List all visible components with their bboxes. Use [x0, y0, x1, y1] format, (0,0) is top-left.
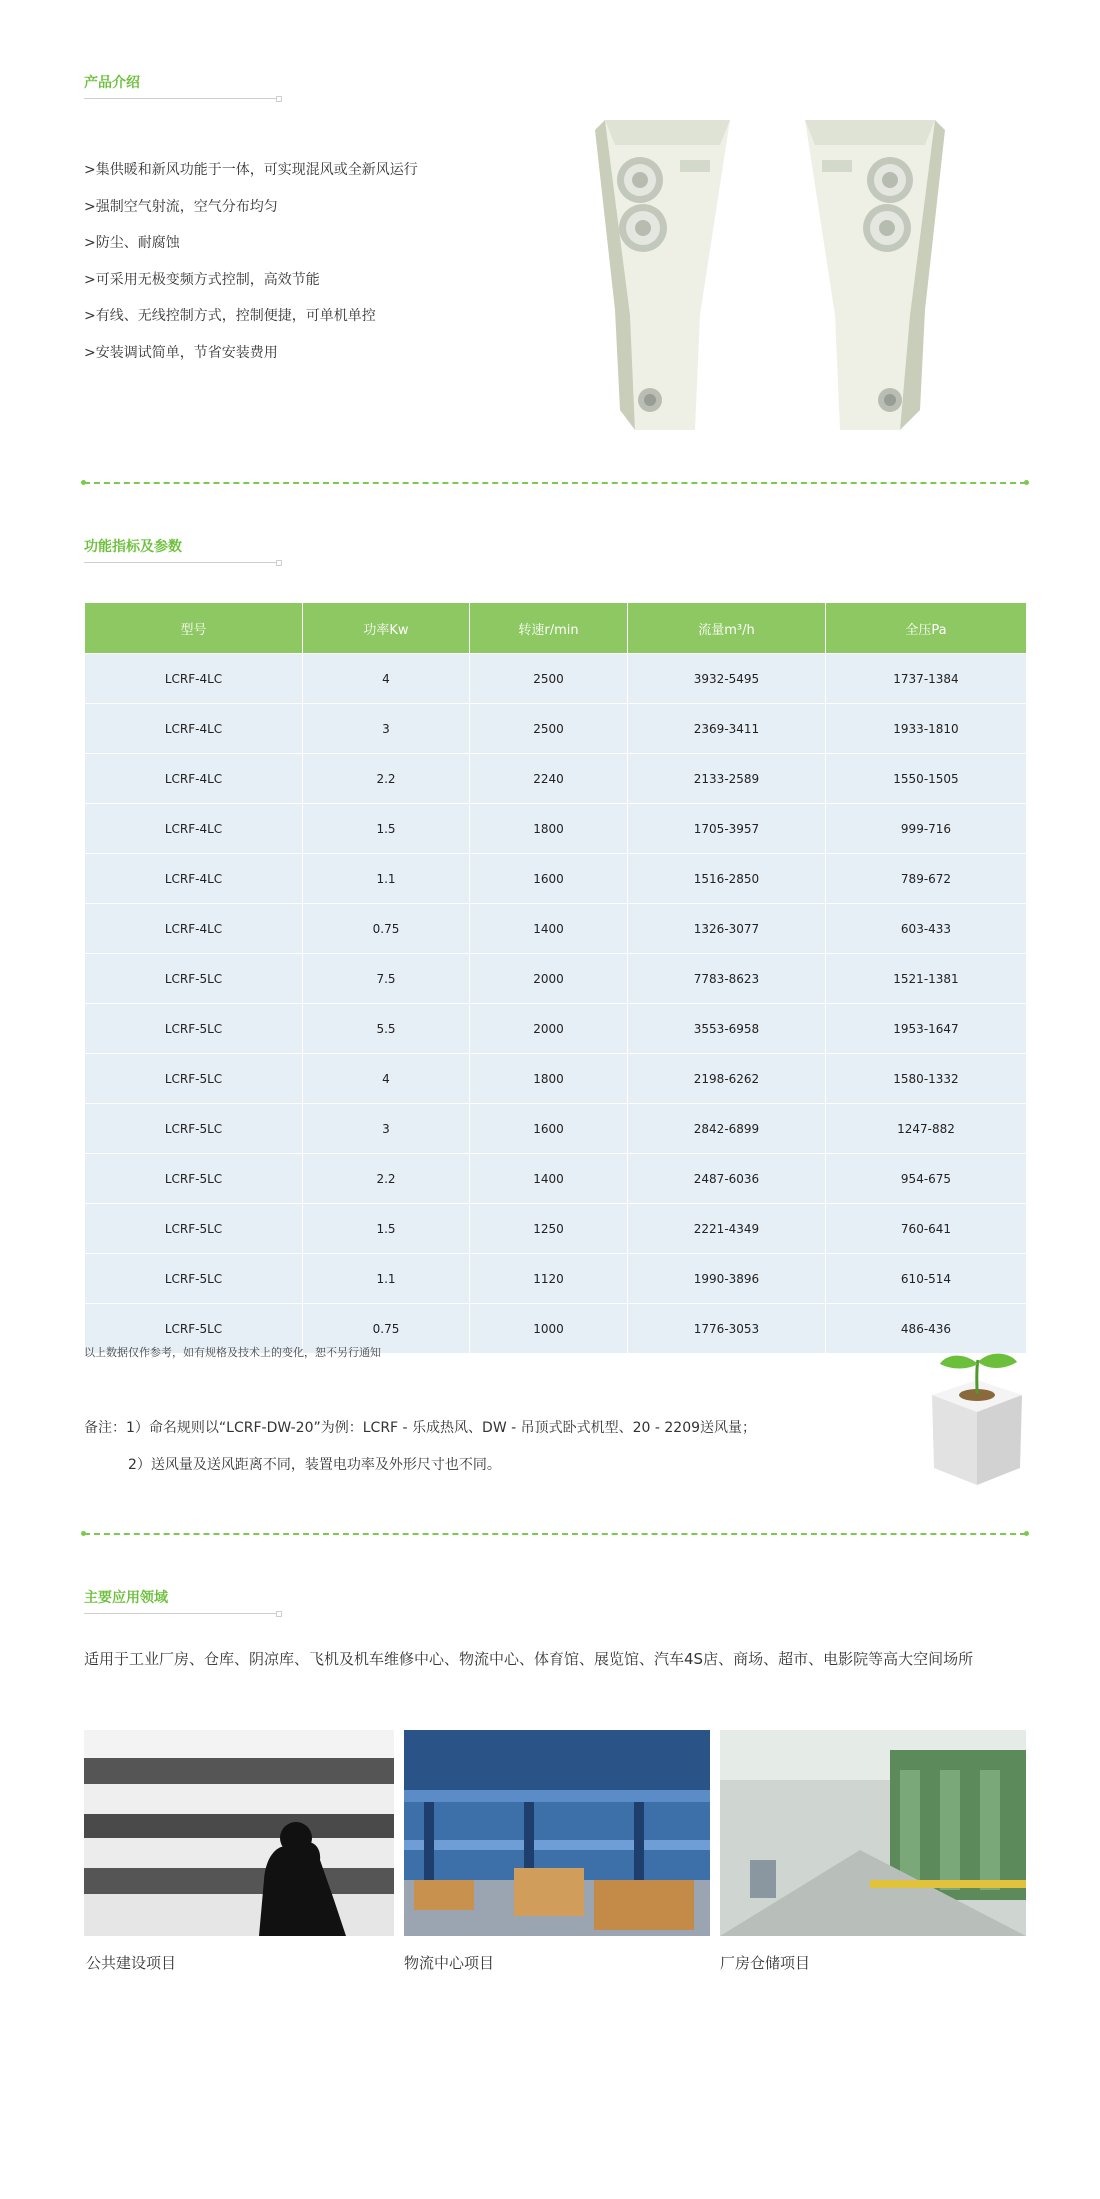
cell: 3 [303, 704, 470, 754]
applications-title-rule [84, 1613, 278, 1614]
cell: 1737-1384 [826, 654, 1027, 704]
sprout-cube-image [922, 1350, 1032, 1490]
cell: 2000 [470, 954, 628, 1004]
table-row [85, 804, 1027, 854]
cell: 999-716 [826, 804, 1027, 854]
project-photo-logistics [404, 1730, 710, 1936]
project-photo-public [84, 1730, 394, 1936]
museum-atrium-image [84, 1730, 394, 1936]
feature-item: >强制空气射流，空气分布均匀 [84, 198, 278, 215]
cell: 4 [303, 1054, 470, 1104]
project-photo-factory [720, 1730, 1026, 1936]
cell: 486-436 [826, 1304, 1027, 1354]
cell: LCRF-5LC [85, 1304, 303, 1354]
cell: 1800 [470, 804, 628, 854]
section-divider [84, 1533, 1026, 1535]
table-row [85, 1204, 1027, 1254]
cell: 0.75 [303, 904, 470, 954]
cell: 3932-5495 [628, 654, 826, 704]
cell: LCRF-4LC [85, 904, 303, 954]
feature-item: >安装调试简单，节省安装费用 [84, 344, 278, 361]
section-divider [84, 482, 1026, 484]
header-flow: 流量m³/h [628, 603, 826, 654]
cell: 2.2 [303, 1154, 470, 1204]
cell: 2240 [470, 754, 628, 804]
cell: LCRF-5LC [85, 954, 303, 1004]
cell: LCRF-5LC [85, 1004, 303, 1054]
unit-left [595, 120, 730, 430]
table-row [85, 1154, 1027, 1204]
cell: LCRF-4LC [85, 704, 303, 754]
cell: 603-433 [826, 904, 1027, 954]
intro-title-rule [84, 98, 278, 99]
cell: LCRF-5LC [85, 1204, 303, 1254]
feature-item: >集供暖和新风功能于一体，可实现混风或全新风运行 [84, 162, 418, 178]
cell: 1600 [470, 1104, 628, 1154]
cell: 1120 [470, 1254, 628, 1304]
cell: LCRF-5LC [85, 1154, 303, 1204]
table-row [85, 954, 1027, 1004]
cell: 2198-6262 [628, 1054, 826, 1104]
cell: 7783-8623 [628, 954, 826, 1004]
cell: 1550-1505 [826, 754, 1027, 804]
cell: 1.5 [303, 1204, 470, 1254]
cell: 3 [303, 1104, 470, 1154]
cell: 5.5 [303, 1004, 470, 1054]
cell: LCRF-4LC [85, 804, 303, 854]
warehouse-conveyor-image [404, 1730, 710, 1936]
cell: 1521-1381 [826, 954, 1027, 1004]
cell: 1250 [470, 1204, 628, 1254]
remark-line-1: 备注：1）命名规则以“LCRF-DW-20”为例：LCRF - 乐成热风、DW - 吊顶式卧式机型、20 - 2209送风量； [84, 1420, 757, 1436]
spec-table-header [85, 603, 1027, 654]
factory-hall-image [720, 1730, 1026, 1936]
intro-section-title: 产品介绍 [84, 75, 140, 91]
cell: 610-514 [826, 1254, 1027, 1304]
cell: 1800 [470, 1054, 628, 1104]
cell: 2133-2589 [628, 754, 826, 804]
cell: 1247-882 [826, 1104, 1027, 1154]
cell: 760-641 [826, 1204, 1027, 1254]
cell: 1400 [470, 1154, 628, 1204]
cell: 1.5 [303, 804, 470, 854]
table-row [85, 704, 1027, 754]
cell: LCRF-5LC [85, 1104, 303, 1154]
cell: 954-675 [826, 1154, 1027, 1204]
cell: 1580-1332 [826, 1054, 1027, 1104]
cell: LCRF-4LC [85, 754, 303, 804]
project-caption-logistics: 物流中心项目 [404, 1954, 495, 1972]
cell: 2369-3411 [628, 704, 826, 754]
product-image [590, 110, 950, 440]
cell: 1990-3896 [628, 1254, 826, 1304]
cell: LCRF-4LC [85, 854, 303, 904]
cell: 1326-3077 [628, 904, 826, 954]
sprout-cube-illustration [922, 1350, 1032, 1490]
applications-section-title: 主要应用领域 [84, 1590, 168, 1606]
cell: 2487-6036 [628, 1154, 826, 1204]
cell: 2221-4349 [628, 1204, 826, 1254]
cell: LCRF-5LC [85, 1054, 303, 1104]
cell: 1600 [470, 854, 628, 904]
air-heater-units-illustration [590, 110, 950, 440]
cell: 1000 [470, 1304, 628, 1354]
data-disclaimer: 以上数据仅作参考，如有规格及技术上的变化，恕不另行通知 [84, 1346, 381, 1359]
table-row [85, 904, 1027, 954]
table-row [85, 1254, 1027, 1304]
params-section-title: 功能指标及参数 [84, 539, 182, 555]
feature-list [84, 160, 418, 379]
cell: 1705-3957 [628, 804, 826, 854]
cell: 1516-2850 [628, 854, 826, 904]
cell: 4 [303, 654, 470, 704]
cell: 1400 [470, 904, 628, 954]
cell: 2500 [470, 704, 628, 754]
feature-item: >可采用无极变频方式控制，高效节能 [84, 271, 320, 288]
spec-table [84, 602, 1027, 1354]
header-speed: 转速r/min [470, 603, 628, 654]
cell: 3553-6958 [628, 1004, 826, 1054]
cell: 789-672 [826, 854, 1027, 904]
cell: 1933-1810 [826, 704, 1027, 754]
table-row [85, 1004, 1027, 1054]
applications-description: 适用于工业厂房、仓库、阴凉库、飞机及机车维修中心、物流中心、体育馆、展览馆、汽车4S店、商场、超市、电影院等高大空间场所 [84, 1650, 974, 1668]
cell: 2500 [470, 654, 628, 704]
table-row [85, 654, 1027, 704]
cell: 1953-1647 [826, 1004, 1027, 1054]
project-caption-factory: 厂房仓储项目 [720, 1954, 811, 1972]
cell: 2000 [470, 1004, 628, 1054]
cell: 1776-3053 [628, 1304, 826, 1354]
cell: 2842-6899 [628, 1104, 826, 1154]
remark-line-2: 2）送风量及送风距离不同，装置电功率及外形尺寸也不同。 [128, 1457, 501, 1473]
cell: 1.1 [303, 1254, 470, 1304]
header-pressure: 全压Pa [826, 603, 1027, 654]
table-row [85, 854, 1027, 904]
table-row [85, 754, 1027, 804]
cell: LCRF-5LC [85, 1254, 303, 1304]
project-caption-public: 公共建设项目 [86, 1954, 177, 1972]
cell: 2.2 [303, 754, 470, 804]
feature-item: >防尘、耐腐蚀 [84, 235, 180, 251]
cell: LCRF-4LC [85, 654, 303, 704]
cell: 1.1 [303, 854, 470, 904]
cell: 7.5 [303, 954, 470, 1004]
cell: 0.75 [303, 1304, 470, 1354]
params-title-rule [84, 562, 278, 563]
header-model: 型号 [85, 603, 303, 654]
unit-right [805, 120, 945, 430]
header-power: 功率Kw [303, 603, 470, 654]
table-row [85, 1054, 1027, 1104]
feature-item: >有线、无线控制方式，控制便捷，可单机单控 [84, 308, 376, 324]
table-row [85, 1104, 1027, 1154]
